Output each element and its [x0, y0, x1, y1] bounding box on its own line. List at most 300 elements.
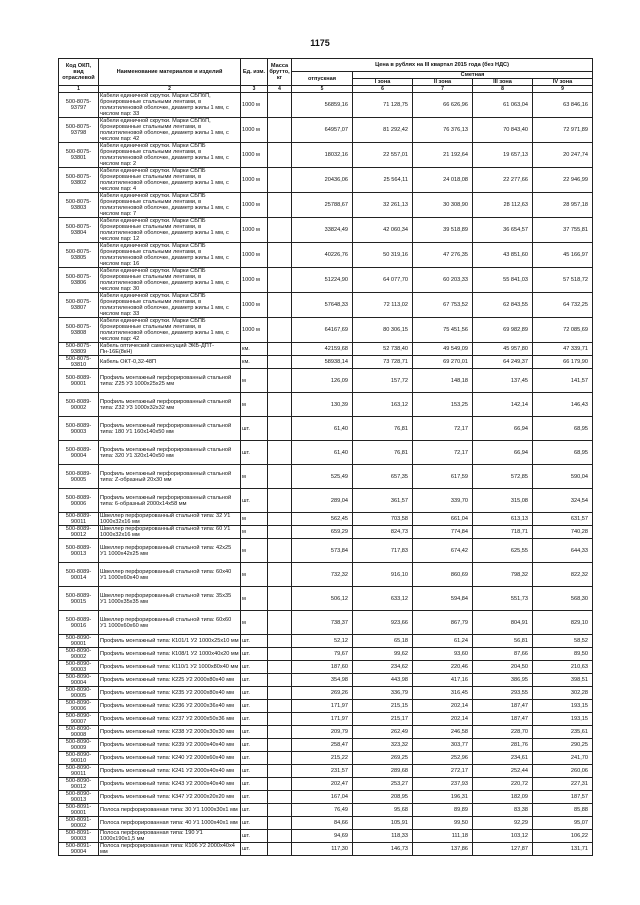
price-zone-2: 316,45 — [413, 687, 473, 700]
table-row — [59, 393, 593, 417]
price-zone-2: 61,24 — [413, 635, 473, 648]
price-zone-3: 625,55 — [473, 539, 533, 563]
price-release: 573,84 — [292, 539, 353, 563]
price-zone-1: 42 060,34 — [353, 218, 413, 243]
item-mass — [268, 118, 292, 143]
table-row — [59, 791, 593, 804]
table-row — [59, 539, 593, 563]
item-mass — [268, 635, 292, 648]
item-name: Швеллер перфорированный стальной типа: 32 У1 1000х32х16 мм — [99, 513, 241, 526]
price-zone-3: 55 841,03 — [473, 268, 533, 293]
price-zone-4: 47 339,71 — [533, 343, 593, 356]
item-name: Кабели единичной скрутки. Марки СБПбП, бронированные стальными лентами, в полиэтиленовой оболочке, диаметр жилы 1 мм, с числом пар: 33 — [99, 93, 241, 118]
item-mass — [268, 700, 292, 713]
price-zone-4: 95,07 — [533, 817, 593, 830]
item-mass — [268, 765, 292, 778]
price-zone-3: 142,14 — [473, 393, 533, 417]
price-zone-1: 703,58 — [353, 513, 413, 526]
price-zone-2: 237,93 — [413, 778, 473, 791]
price-zone-4: 631,57 — [533, 513, 593, 526]
price-zone-3: 234,61 — [473, 752, 533, 765]
price-zone-1: 76,81 — [353, 417, 413, 441]
item-name: Кабели единичной скрутки. Марки СБПБ бронированные стальными лентами, в полиэтиленовой оболочке, диаметр жилы 1 мм, с числом пар: 16 — [99, 243, 241, 268]
item-code: 500-8089-90013 — [59, 539, 99, 563]
price-zone-1: 22 557,01 — [353, 143, 413, 168]
item-name: Профиль монтажный типа: К240 У2 2000х60х40 мм — [99, 752, 241, 765]
price-zone-4: 290,25 — [533, 739, 593, 752]
item-unit: шт. — [241, 752, 268, 765]
price-zone-3: 551,73 — [473, 587, 533, 611]
price-zone-4: 241,70 — [533, 752, 593, 765]
item-unit: шт. — [241, 817, 268, 830]
header-name: Наименование материалов и изделий — [99, 59, 241, 86]
item-name: Кабель оптический самонесущий ЭКБ-ДПТ-Пн-16Е(8кН) — [99, 343, 241, 356]
price-zone-4: 235,61 — [533, 726, 593, 739]
item-mass — [268, 752, 292, 765]
price-zone-4: 37 755,81 — [533, 218, 593, 243]
item-mass — [268, 526, 292, 539]
price-zone-4: 64 732,25 — [533, 293, 593, 318]
price-zone-3: 613,13 — [473, 513, 533, 526]
table-row — [59, 526, 593, 539]
price-zone-1: 72 113,02 — [353, 293, 413, 318]
item-mass — [268, 713, 292, 726]
table-row — [59, 635, 593, 648]
price-release: 42159,68 — [292, 343, 353, 356]
col-index: 4 — [268, 86, 292, 93]
price-zone-2: 594,84 — [413, 587, 473, 611]
price-zone-2: 111,18 — [413, 830, 473, 843]
price-zone-2: 303,77 — [413, 739, 473, 752]
header-estimate: Сметная — [353, 72, 593, 79]
price-release: 506,12 — [292, 587, 353, 611]
header-zone-4: IV зона — [533, 79, 593, 86]
item-unit: 1000 м — [241, 118, 268, 143]
item-name: Швеллер перфорированный стальной типа: 35х35 У1 1000х35х35 мм — [99, 587, 241, 611]
table-row — [59, 218, 593, 243]
price-zone-1: 657,35 — [353, 465, 413, 489]
item-unit: м — [241, 465, 268, 489]
item-code: 500-8090-90010 — [59, 752, 99, 765]
price-zone-4: 324,54 — [533, 489, 593, 513]
price-zone-1: 73 728,71 — [353, 356, 413, 369]
item-mass — [268, 687, 292, 700]
header-zone-1: I зона — [353, 79, 413, 86]
item-mass — [268, 778, 292, 791]
price-zone-3: 127,87 — [473, 843, 533, 856]
item-mass — [268, 218, 292, 243]
price-zone-1: 81 292,42 — [353, 118, 413, 143]
item-mass — [268, 539, 292, 563]
item-unit: шт. — [241, 661, 268, 674]
item-unit: шт. — [241, 700, 268, 713]
table-row — [59, 465, 593, 489]
header-zone-3: III зона — [473, 79, 533, 86]
price-zone-3: 293,55 — [473, 687, 533, 700]
price-release: 61,40 — [292, 441, 353, 465]
price-zone-1: 916,10 — [353, 563, 413, 587]
price-zone-4: 20 247,74 — [533, 143, 593, 168]
item-unit: шт. — [241, 791, 268, 804]
item-code: 500-8090-90006 — [59, 700, 99, 713]
header-price-group: Цена в рублях на III квартал 2015 года (без НДС) — [292, 59, 593, 72]
table-row — [59, 343, 593, 356]
item-code: 500-8075-93808 — [59, 318, 99, 343]
col-index: 1 — [59, 86, 99, 93]
table-row — [59, 817, 593, 830]
price-zone-3: 66,94 — [473, 417, 533, 441]
item-name: Швеллер перфорированный стальной типа: 60х60 У1 1000х60х60 мм — [99, 611, 241, 635]
item-name: Кабель ОКТ-0,32-48П — [99, 356, 241, 369]
price-zone-2: 196,31 — [413, 791, 473, 804]
price-release: 33824,49 — [292, 218, 353, 243]
price-zone-3: 187,47 — [473, 713, 533, 726]
item-mass — [268, 513, 292, 526]
price-release: 732,32 — [292, 563, 353, 587]
table-body — [59, 93, 593, 856]
item-name: Швеллер перфорированный стальной типа: 60х40 У1 1000х60х40 мм — [99, 563, 241, 587]
price-release: 64167,69 — [292, 318, 353, 343]
item-unit: км. — [241, 356, 268, 369]
price-zone-2: 72,17 — [413, 417, 473, 441]
table-row — [59, 168, 593, 193]
item-unit: м — [241, 393, 268, 417]
item-mass — [268, 417, 292, 441]
item-mass — [268, 489, 292, 513]
table-row — [59, 739, 593, 752]
item-unit: м — [241, 587, 268, 611]
item-code: 500-8089-90014 — [59, 563, 99, 587]
item-name: Кабели единичной скрутки. Марки СБПБ бронированные стальными лентами, в полиэтиленовой оболочке, диаметр жилы 1 мм, с числом пар: 2 — [99, 143, 241, 168]
item-unit: шт. — [241, 417, 268, 441]
price-zone-1: 157,72 — [353, 369, 413, 393]
col-index: 2 — [99, 86, 241, 93]
price-zone-2: 99,50 — [413, 817, 473, 830]
price-zone-2: 674,42 — [413, 539, 473, 563]
price-zone-1: 71 128,75 — [353, 93, 413, 118]
table-row — [59, 268, 593, 293]
item-code: 500-8075-93809 — [59, 343, 99, 356]
item-code: 500-8090-90005 — [59, 687, 99, 700]
item-name: Швеллер перфорированный стальной типа: 42х25 У1 1000х42х25 мм — [99, 539, 241, 563]
item-code: 500-8075-93802 — [59, 168, 99, 193]
price-zone-3: 103,12 — [473, 830, 533, 843]
item-mass — [268, 661, 292, 674]
item-mass — [268, 465, 292, 489]
price-zone-3: 22 277,66 — [473, 168, 533, 193]
price-zone-3: 228,70 — [473, 726, 533, 739]
table-row — [59, 243, 593, 268]
item-unit: м — [241, 539, 268, 563]
item-code: 500-8090-90008 — [59, 726, 99, 739]
price-release: 18032,16 — [292, 143, 353, 168]
price-zone-4: 68,95 — [533, 441, 593, 465]
col-index: 9 — [533, 86, 593, 93]
price-zone-4: 106,22 — [533, 830, 593, 843]
price-zone-3: 204,50 — [473, 661, 533, 674]
price-release: 84,66 — [292, 817, 353, 830]
table-row — [59, 778, 593, 791]
table-row — [59, 441, 593, 465]
price-zone-4: 187,57 — [533, 791, 593, 804]
price-zone-3: 69 982,89 — [473, 318, 533, 343]
item-code: 500-8075-93798 — [59, 118, 99, 143]
table-row — [59, 687, 593, 700]
item-name: Профиль монтажный типа: К101/1 У2 1000х25х10 мм — [99, 635, 241, 648]
item-unit: шт. — [241, 489, 268, 513]
price-zone-2: 867,79 — [413, 611, 473, 635]
price-zone-4: 85,88 — [533, 804, 593, 817]
table-row — [59, 417, 593, 441]
price-zone-1: 50 319,16 — [353, 243, 413, 268]
table-row — [59, 726, 593, 739]
price-zone-3: 56,81 — [473, 635, 533, 648]
table-row — [59, 318, 593, 343]
price-zone-3: 19 657,13 — [473, 143, 533, 168]
price-zone-3: 315,08 — [473, 489, 533, 513]
table-row — [59, 611, 593, 635]
price-zone-2: 30 308,90 — [413, 193, 473, 218]
price-zone-4: 58,52 — [533, 635, 593, 648]
table-row — [59, 143, 593, 168]
item-mass — [268, 674, 292, 687]
price-zone-3: 281,76 — [473, 739, 533, 752]
item-mass — [268, 293, 292, 318]
price-zone-1: 336,79 — [353, 687, 413, 700]
price-zone-4: 829,10 — [533, 611, 593, 635]
item-code: 500-8090-90004 — [59, 674, 99, 687]
item-name: Полоса перфорированная типа: 30 У1 1000х30х1 мм — [99, 804, 241, 817]
price-zone-2: 93,60 — [413, 648, 473, 661]
item-name: Профиль монтажный типа: К238 У2 2000х30х30 мм — [99, 726, 241, 739]
price-release: 94,69 — [292, 830, 353, 843]
table-row — [59, 293, 593, 318]
item-unit: м — [241, 369, 268, 393]
item-code: 500-8090-90003 — [59, 661, 99, 674]
price-zone-3: 137,45 — [473, 369, 533, 393]
item-mass — [268, 193, 292, 218]
price-release: 659,29 — [292, 526, 353, 539]
price-release: 738,37 — [292, 611, 353, 635]
item-unit: м — [241, 563, 268, 587]
item-mass — [268, 243, 292, 268]
price-zone-1: 923,66 — [353, 611, 413, 635]
item-unit: м — [241, 611, 268, 635]
price-zone-2: 661,04 — [413, 513, 473, 526]
price-zone-3: 252,44 — [473, 765, 533, 778]
item-mass — [268, 817, 292, 830]
item-unit: 1000 м — [241, 243, 268, 268]
price-zone-2: 252,96 — [413, 752, 473, 765]
item-name: Профиль монтажный типа: К243 У2 2000х40х40 мм — [99, 778, 241, 791]
item-code: 500-8075-93805 — [59, 243, 99, 268]
item-unit: шт. — [241, 687, 268, 700]
table-row — [59, 513, 593, 526]
item-code: 500-8089-90002 — [59, 393, 99, 417]
item-unit: 1000 м — [241, 168, 268, 193]
price-zone-4: 590,04 — [533, 465, 593, 489]
price-zone-2: 417,16 — [413, 674, 473, 687]
price-zone-3: 28 112,63 — [473, 193, 533, 218]
table-row — [59, 830, 593, 843]
item-code: 500-8075-93807 — [59, 293, 99, 318]
header-unit: Ед. изм. — [241, 59, 268, 86]
item-code: 500-8089-90011 — [59, 513, 99, 526]
item-mass — [268, 356, 292, 369]
item-unit: шт. — [241, 778, 268, 791]
price-zone-2: 339,70 — [413, 489, 473, 513]
price-zone-4: 63 846,16 — [533, 93, 593, 118]
price-zone-4: 72 085,69 — [533, 318, 593, 343]
price-zone-4: 302,28 — [533, 687, 593, 700]
price-release: 51224,90 — [292, 268, 353, 293]
price-zone-1: 262,49 — [353, 726, 413, 739]
price-zone-1: 253,27 — [353, 778, 413, 791]
price-zone-2: 66 626,96 — [413, 93, 473, 118]
item-name: Профиль монтажный перфорированный стальной типа: Z32 У3 1000х32х32 мм — [99, 393, 241, 417]
table-row — [59, 648, 593, 661]
price-release: 76,49 — [292, 804, 353, 817]
price-table — [58, 58, 593, 856]
price-release: 289,04 — [292, 489, 353, 513]
price-release: 167,04 — [292, 791, 353, 804]
item-mass — [268, 726, 292, 739]
price-zone-1: 95,68 — [353, 804, 413, 817]
item-name: Профиль монтажный типа: К235 У2 2000х80х40 мм — [99, 687, 241, 700]
table-row — [59, 700, 593, 713]
price-zone-2: 774,84 — [413, 526, 473, 539]
item-code: 500-8090-90013 — [59, 791, 99, 804]
price-zone-2: 153,25 — [413, 393, 473, 417]
item-name: Профиль монтажный типа: К347 У2 2000х20х20 мм — [99, 791, 241, 804]
price-zone-1: 80 306,15 — [353, 318, 413, 343]
item-code: 500-8091-90001 — [59, 804, 99, 817]
item-mass — [268, 393, 292, 417]
item-unit: шт. — [241, 765, 268, 778]
price-zone-1: 146,73 — [353, 843, 413, 856]
price-zone-1: 208,95 — [353, 791, 413, 804]
item-mass — [268, 830, 292, 843]
item-name: Профиль монтажный типа: К236 У2 2000х36х40 мм — [99, 700, 241, 713]
price-release: 64957,07 — [292, 118, 353, 143]
item-unit: м — [241, 513, 268, 526]
price-zone-4: 398,51 — [533, 674, 593, 687]
price-release: 202,47 — [292, 778, 353, 791]
item-mass — [268, 843, 292, 856]
table-row — [59, 118, 593, 143]
item-mass — [268, 93, 292, 118]
item-code: 500-8090-90009 — [59, 739, 99, 752]
price-zone-4: 227,31 — [533, 778, 593, 791]
item-mass — [268, 563, 292, 587]
price-zone-1: 289,68 — [353, 765, 413, 778]
table-row — [59, 765, 593, 778]
price-release: 25788,67 — [292, 193, 353, 218]
item-unit: шт. — [241, 674, 268, 687]
col-index: 8 — [473, 86, 533, 93]
price-zone-1: 633,12 — [353, 587, 413, 611]
item-name: Профиль монтажный перфорированный стальной типа: Z-образный 20х30 мм — [99, 465, 241, 489]
price-release: 187,60 — [292, 661, 353, 674]
price-zone-2: 60 203,33 — [413, 268, 473, 293]
item-mass — [268, 369, 292, 393]
item-name: Профиль монтажный типа: К241 У2 2000х40х40 мм — [99, 765, 241, 778]
item-name: Кабели единичной скрутки. Марки СБПБ бронированные стальными лентами, в полиэтиленовой оболочке, диаметр жилы 1 мм, с числом пар: 30 — [99, 268, 241, 293]
item-code: 500-8089-90003 — [59, 417, 99, 441]
item-code: 500-8089-90005 — [59, 465, 99, 489]
item-unit: 1000 м — [241, 268, 268, 293]
item-code: 500-8090-90007 — [59, 713, 99, 726]
column-index-row — [59, 86, 593, 93]
price-zone-1: 52 738,40 — [353, 343, 413, 356]
item-code: 500-8091-90003 — [59, 830, 99, 843]
price-zone-2: 137,86 — [413, 843, 473, 856]
item-name: Полоса перфорированная типа: 190 У1 1000х190х1,5 мм — [99, 830, 241, 843]
price-zone-3: 87,66 — [473, 648, 533, 661]
item-unit: 1000 м — [241, 93, 268, 118]
item-name: Кабели единичной скрутки. Марки СБПБ бронированные стальными лентами, в полиэтиленовой оболочке, диаметр жилы 1 мм, с числом пар: 4 — [99, 168, 241, 193]
item-unit: шт. — [241, 843, 268, 856]
item-unit: шт. — [241, 713, 268, 726]
price-zone-4: 28 957,18 — [533, 193, 593, 218]
price-zone-1: 76,81 — [353, 441, 413, 465]
price-zone-3: 43 851,60 — [473, 243, 533, 268]
price-zone-3: 187,47 — [473, 700, 533, 713]
price-release: 130,39 — [292, 393, 353, 417]
item-code: 500-8075-93801 — [59, 143, 99, 168]
item-code: 500-8075-93803 — [59, 193, 99, 218]
price-release: 171,97 — [292, 713, 353, 726]
item-mass — [268, 268, 292, 293]
price-zone-1: 717,83 — [353, 539, 413, 563]
price-zone-2: 246,58 — [413, 726, 473, 739]
item-mass — [268, 168, 292, 193]
table-row — [59, 752, 593, 765]
price-zone-4: 66 179,90 — [533, 356, 593, 369]
price-zone-2: 21 192,64 — [413, 143, 473, 168]
table-row — [59, 587, 593, 611]
item-code: 500-8091-90002 — [59, 817, 99, 830]
item-name: Профиль монтажный типа: К108/1 У2 1000х40х20 мм — [99, 648, 241, 661]
price-zone-2: 72,17 — [413, 441, 473, 465]
price-zone-3: 83,38 — [473, 804, 533, 817]
price-release: 61,40 — [292, 417, 353, 441]
price-zone-3: 92,29 — [473, 817, 533, 830]
price-zone-4: 193,15 — [533, 700, 593, 713]
item-name: Профиль монтажный типа: К239 У2 2000х40х40 мм — [99, 739, 241, 752]
price-zone-4: 131,71 — [533, 843, 593, 856]
price-zone-2: 75 451,56 — [413, 318, 473, 343]
price-release: 79,67 — [292, 648, 353, 661]
item-name: Полоса перфорированная типа: 40 У1 1000х40х1 мм — [99, 817, 241, 830]
item-mass — [268, 804, 292, 817]
price-zone-1: 234,62 — [353, 661, 413, 674]
item-unit: шт. — [241, 726, 268, 739]
item-code: 500-8089-90012 — [59, 526, 99, 539]
header-release: отпускная — [292, 72, 353, 86]
price-zone-2: 49 549,09 — [413, 343, 473, 356]
price-zone-1: 824,73 — [353, 526, 413, 539]
price-zone-4: 89,50 — [533, 648, 593, 661]
col-index: 5 — [292, 86, 353, 93]
table-row — [59, 674, 593, 687]
item-name: Профиль монтажный перфорированный стальной типа: 180 У1 160х140х50 мм — [99, 417, 241, 441]
item-name: Профиль монтажный перфорированный стальной типа: 320 У1 320х140х50 мм — [99, 441, 241, 465]
header-code: Код ОКП, вид отраслевой — [59, 59, 99, 86]
price-release: 52,12 — [292, 635, 353, 648]
item-unit: 1000 м — [241, 318, 268, 343]
price-zone-1: 269,25 — [353, 752, 413, 765]
